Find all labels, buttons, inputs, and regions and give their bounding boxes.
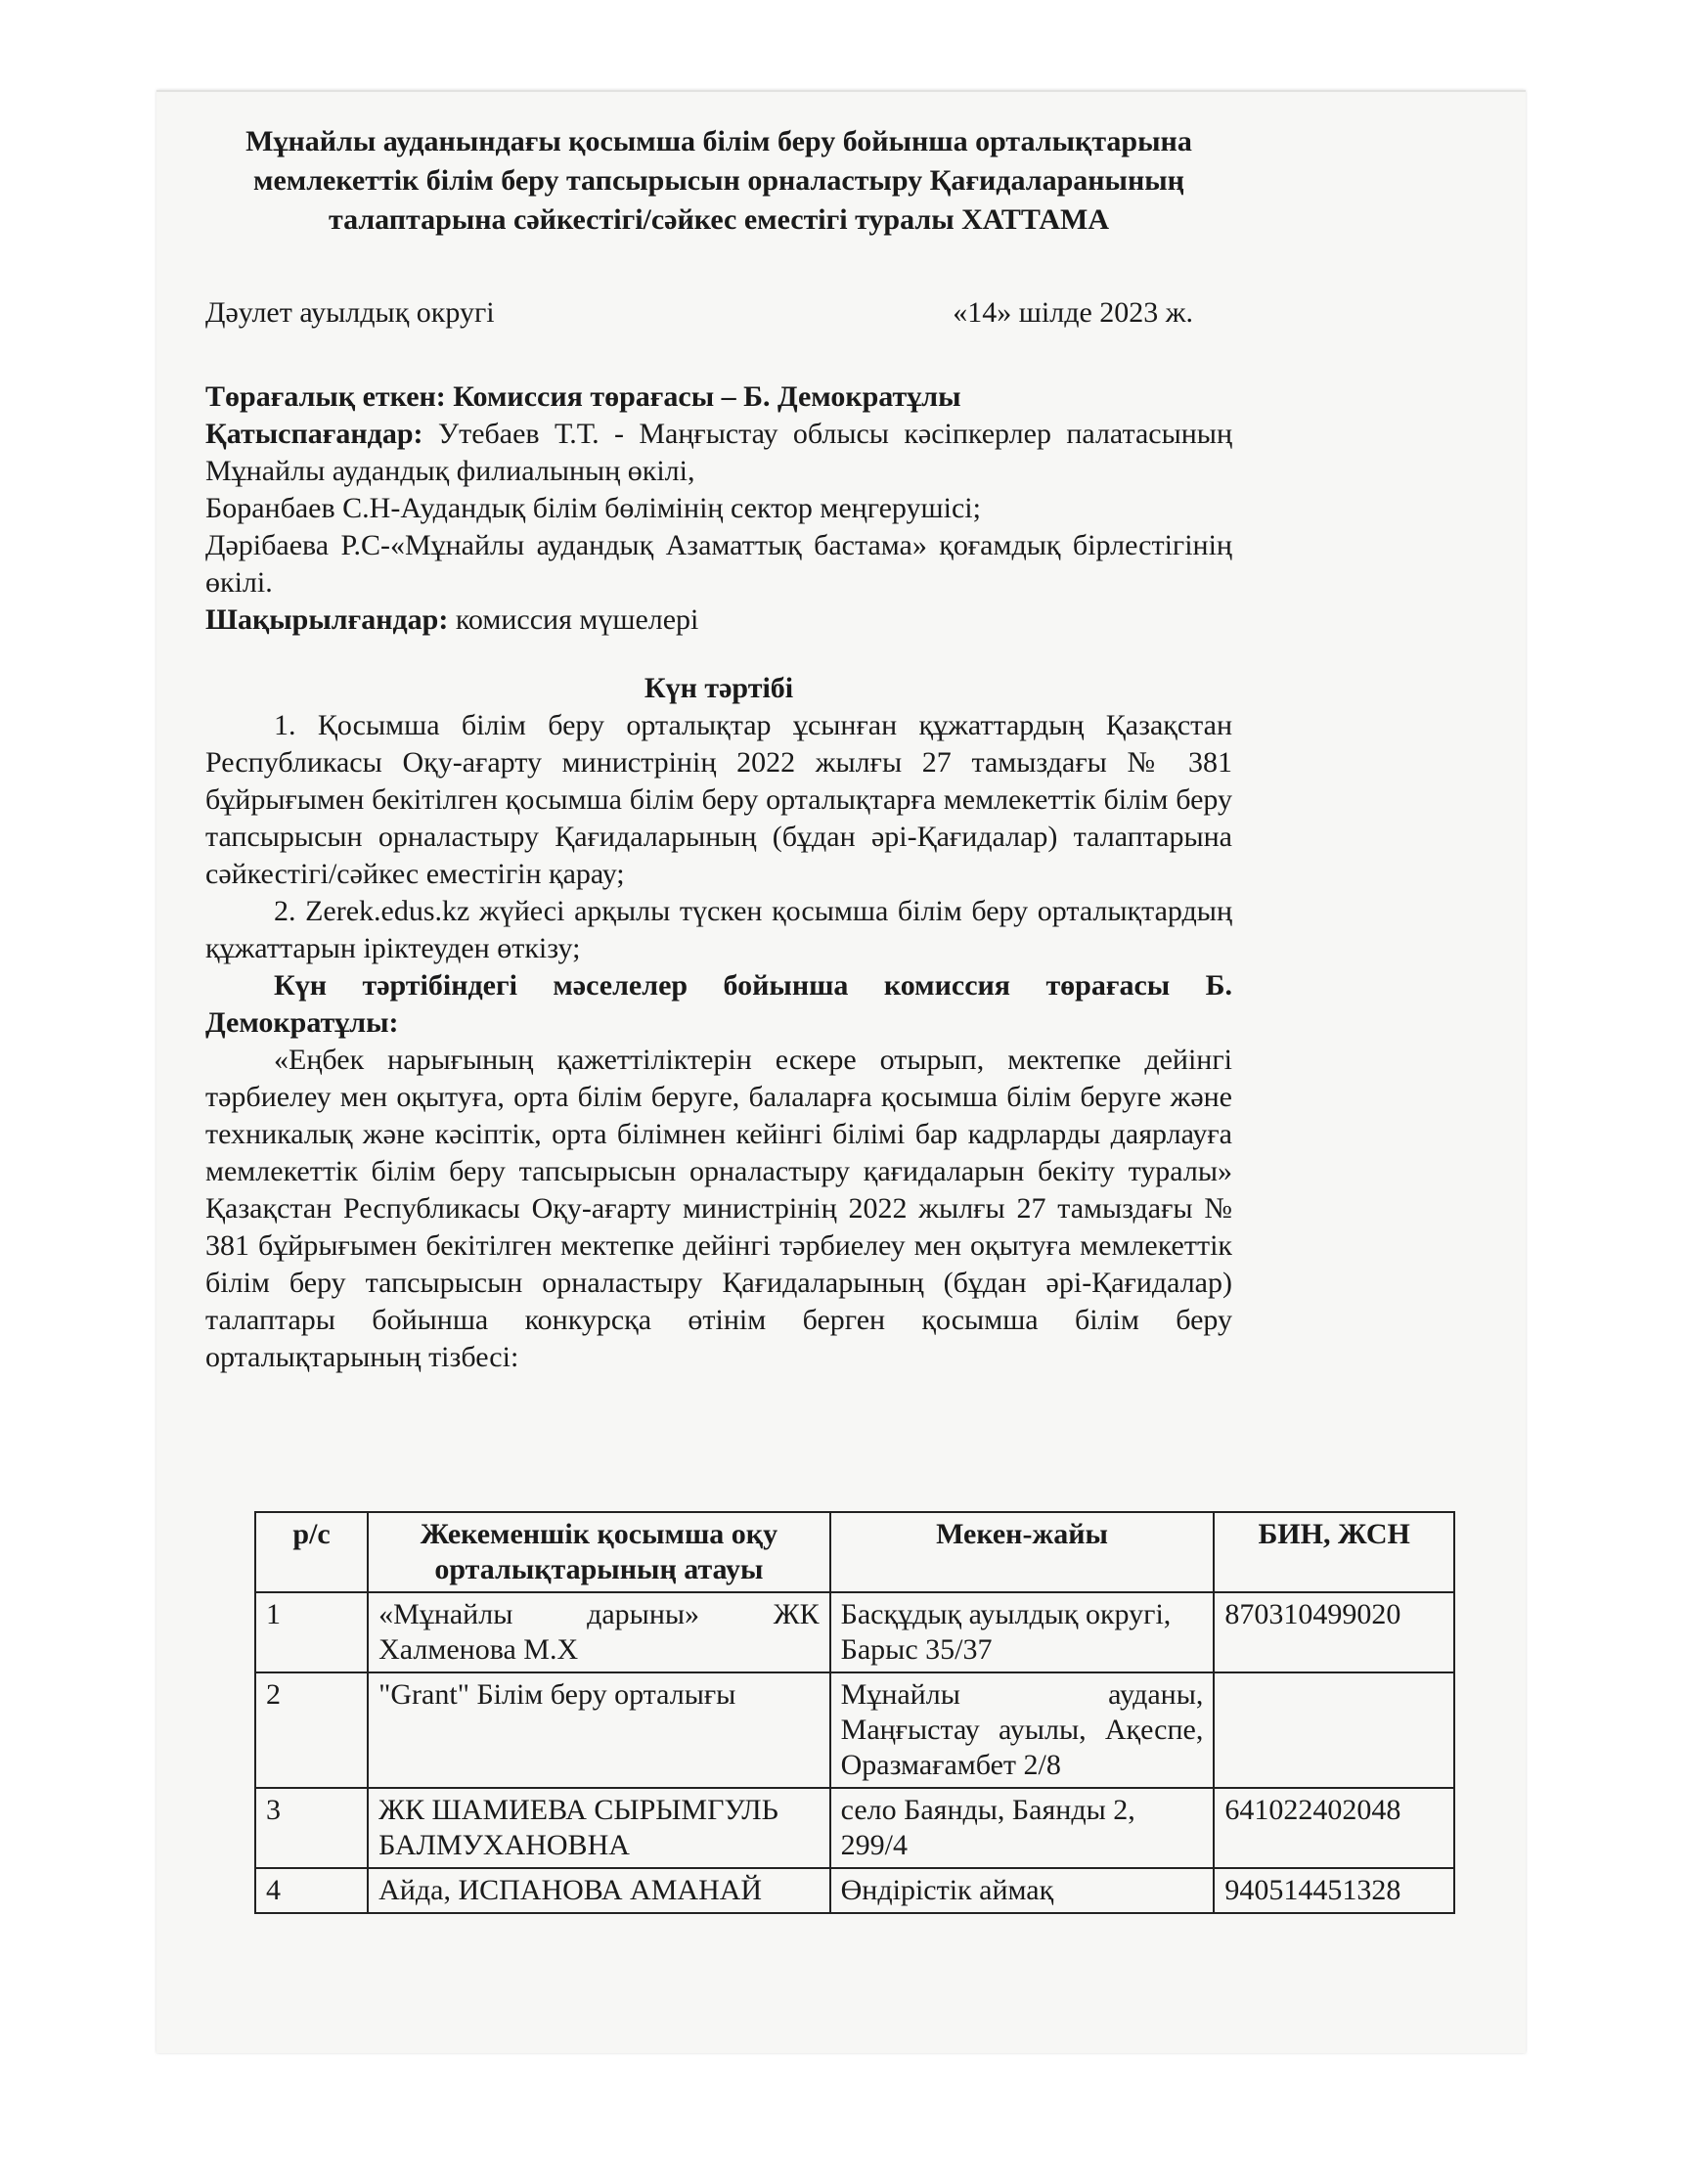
cell-address: Басқұдық ауылдық округі, Барыс 35/37 <box>830 1592 1215 1672</box>
chair-line: Төрағалық еткен: Комиссия төрағасы – Б. Демократұлы <box>205 380 961 413</box>
table-row <box>255 1788 1454 1868</box>
header-bin: БИН, ЖСН <box>1214 1512 1454 1592</box>
title-line-2: мемлекеттік білім беру тапсырысын орналастыру Қағидаларанының <box>253 164 1184 197</box>
cell-num: 4 <box>255 1868 368 1913</box>
table-row <box>255 1868 1454 1913</box>
cell-name: "Grant" Білім беру орталығы <box>368 1672 830 1788</box>
participants-line-3: Дәрібаева Р.С-«Мұнайлы аудандық Азаматтық бастама» қоғамдық бірлестігінің өкілі. <box>205 529 1232 599</box>
invited-value: комиссия мүшелері <box>448 603 699 636</box>
document-title <box>205 122 1232 240</box>
header-num: р/с <box>255 1512 368 1592</box>
cell-address: село Баянды, Баянды 2, 299/4 <box>830 1788 1215 1868</box>
participants-line-1 <box>205 416 1232 490</box>
attendance-block <box>205 379 1232 639</box>
cell-num: 2 <box>255 1672 368 1788</box>
centers-table <box>254 1511 1455 1914</box>
title-line-3: талаптарына сәйкестігі/сәйкес еместігі туралы ХАТТАМА <box>328 203 1110 236</box>
cell-bin <box>1214 1672 1454 1788</box>
participants-text-1: Утебаев Т.Т. - Маңғыстау облысы кәсіпкерлер палатасының Мұнайлы аудандық филиалының өкілі, <box>205 418 1232 487</box>
header-name: Жекеменшік қосымша оқу орталықтарының атауы <box>368 1512 830 1592</box>
participants-line-2: Боранбаев С.Н-Аудандық білім бөлімінің сектор меңгерушісі; <box>205 492 981 524</box>
cell-num: 1 <box>255 1592 368 1672</box>
header-address: Мекен-жайы <box>830 1512 1215 1592</box>
table-row <box>255 1592 1454 1672</box>
cell-name: «Мұнайлы дарыны» ЖК Халменова М.Х <box>368 1592 830 1672</box>
meta-row <box>205 294 1232 332</box>
cell-bin: 940514451328 <box>1214 1868 1454 1913</box>
agenda-heading: Күн тәртібі <box>644 672 794 704</box>
cell-bin: 870310499020 <box>1214 1592 1454 1672</box>
document-content <box>205 122 1232 1376</box>
location: Дәулет ауылдық округі <box>205 296 495 329</box>
cell-address: Мұнайлы ауданы, Маңғыстау ауылы, Ақеспе, Оразмағамбет 2/8 <box>830 1672 1215 1788</box>
table-row <box>255 1672 1454 1788</box>
title-line-1: Мұнайлы ауданындағы қосымша білім беру бойынша орталықтарына <box>245 125 1192 157</box>
table-header-row <box>255 1512 1454 1592</box>
cell-num: 3 <box>255 1788 368 1868</box>
agenda-item-1: 1. Қосымша білім беру орталықтар ұсынған құжаттардың Қазақстан Республикасы Оқу-ағарту министрінің 2022 жылғы 27 тамыздағы № 381 бұйрығымен бекітілген қосымша білім беру орталықтарға мемлекеттік білім беру тапсырысын орналастыру Қағидаларының (бұдан әрі-Қағидалар) талаптарына сәйкестігі/сәйкес еместігін қарау; <box>205 709 1232 890</box>
cell-name: ЖК ШАМИЕВА СЫРЫМГУЛЬ БАЛМУХАНОВНА <box>368 1788 830 1868</box>
cell-address: Өндірістік аймақ <box>830 1868 1215 1913</box>
participants-label: Қатыспағандар: <box>205 418 423 450</box>
cell-bin: 641022402048 <box>1214 1788 1454 1868</box>
date: «14» шілде 2023 ж. <box>953 296 1193 329</box>
invited-line <box>205 602 1232 639</box>
cell-name: Айда, ИСПАНОВА АМАНАЙ <box>368 1868 830 1913</box>
invited-label: Шақырылғандар: <box>205 603 449 636</box>
discussion-text: «Еңбек нарығының қажеттіліктерін ескере отырып, мектепке дейінгі тәрбиелеу мен оқытуға, орта білім беруге, балаларға қосымша білім беруге және техникалық және кәсіптік, орта білімнен кейінгі білімі бар кадрларды даярлауға мемлекеттік білім беру тапсырысын орналастыру қағидаларын бекіту туралы» Қазақстан Республикасы Оқу-ағарту министрінің 2022 жылғы 27 тамыздағы № 381 бұйрығымен бекітілген мектепке дейінгі тәрбиелеу мен оқытуға мемлекеттік білім беру тапсырысын орналастыру Қағидаларының (бұдан әрі-Қағидалар) талаптары бойынша конкурсқа өтінім берген қосымша білім беру орталықтарының тізбесі: <box>205 1044 1232 1373</box>
agenda-item-2: 2. Zerek.edus.kz жүйесі арқылы түскен қосымша білім беру орталықтардың құжаттарын іріктеуден өткізу; <box>205 895 1232 964</box>
discussion-heading: Күн тәртібіндегі мәселелер бойынша комиссия төрағасы Б. Демократұлы: <box>205 969 1232 1039</box>
